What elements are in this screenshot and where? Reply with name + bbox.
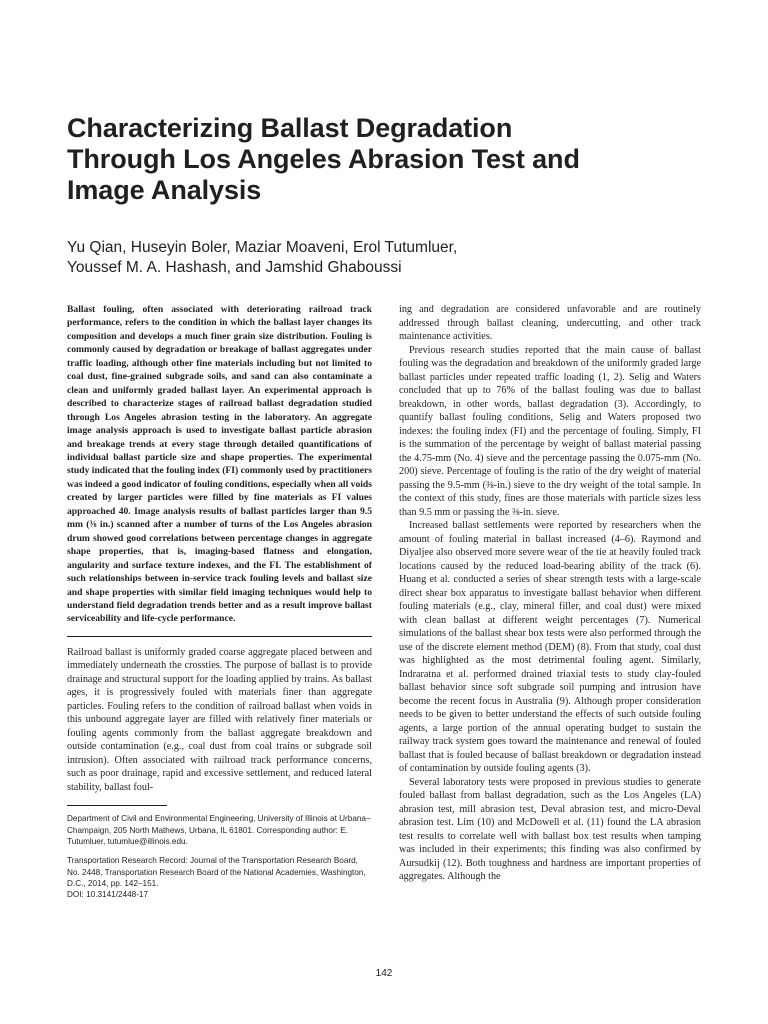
- body-paragraph: Several laboratory tests were proposed in previous studies to generate fouled ballast from ballast degradation, such as the Los Angeles (LA) abrasion test, mill abrasion test, Deval abrasion test, and micro-Deval abrasion test. Lim (10) and McDowell et al. (11) found the LA abrasion test results to correlate well with ballast box test results when tamping was included in their experiments; this finding was also confirmed by Aursudkij (12). Both toughness and hardness are important properties of aggregates. Although the: [399, 776, 701, 882]
- left-column: [67, 303, 372, 908]
- body-paragraph: Previous research studies reported that the main cause of ballast fouling was the degradation and breakdown of the uniformly graded large ballast particles under repeated traffic loading (1, 2). Selig and Waters concluded that up to 76% of the ballast fouling was due to ballast breakdown, in other words, ballast degradation (3). Accordingly, to quantify ballast fouling conditions, Selig and Waters proposed two indexes: the fouling index (FI) and the percentage of fouling. Simply, FI is the summation of the percentage by weight of ballast material passing the 4.75-mm (No. 4) sieve and the percentage passing the 0.075-mm (No. 200) sieve. Percentage of fouling is the ratio of the dry weight of material passing the 9.5-mm (⅜-in.) sieve to the dry weight of the total sample. In the context of this study, fines are those materials with particle sizes less than 9.5 mm or passing the ⅜-in. sieve.: [399, 344, 701, 518]
- author-affiliation-footnote: Department of Civil and Environmental Engineering, University of Illinois at Urbana–Champaign, 205 North Mathews, Urbana, IL 61801. Corresponding author: E. Tutumluer, tutumlue@illinois.edu.: [67, 814, 371, 846]
- page-number: 142: [375, 968, 393, 979]
- body-paragraph: ing and degradation are considered unfavorable and are routinely addressed through ballast cleaning, undercutting, and other track maintenance activities.: [399, 304, 701, 342]
- author-line: Youssef M. A. Hashash, and Jamshid Ghaboussi: [67, 259, 402, 276]
- author-line: Yu Qian, Huseyin Boler, Maziar Moaveni, Erol Tutumluer,: [67, 239, 458, 256]
- publication-info-footnote: [67, 855, 372, 900]
- doi: DOI: 10.3141/2448-17: [67, 890, 149, 900]
- paper-title: Characterizing Ballast Degradation Through Los Angeles Abrasion Test and Image Analysis: [67, 113, 580, 205]
- footnote-divider: [67, 805, 167, 806]
- abstract: Ballast fouling, often associated with deteriorating railroad track performance, refers to the condition in which the ballast layer changes its composition and develops a much finer grain size distribution. Fouling is commonly caused by degradation or breakage of ballast aggregates under traffic loading, although other fine materials including but not limited to coal dust, fine-grained subgrade soils, and sand can also contaminate a clean and uniformly graded ballast layer. An experimental approach is described to characterize stages of railroad ballast degradation studied through Los Angeles abrasion testing in the laboratory. An aggregate image analysis approach is used to investigate ballast particle abrasion and breakage trends at every stage through detailed quantifications of individual ballast particle size and shape properties. The experimental study indicated that the fouling index (FI) commonly used by practitioners was indeed a good indicator of fouling conditions, especially when all voids created by larger particles were filled by fine materials as FI values approached 40. Image analysis results of ballast particles larger than 9.5 mm (⅜ in.) scanned after a number of turns of the Los Angeles abrasion drum showed good correlations between percentage changes in aggregate shape properties, that is, imaging-based flatness and elongation, angularity and surface texture indexes, and the FI. The establishment of such relationships between in-service track fouling levels and ballast size and shape properties with similar field imaging techniques would help to understand field degradation trends better and as a result improve ballast serviceability and life-cycle performance.: [67, 304, 372, 625]
- author-list: [67, 238, 687, 278]
- publication-citation: Transportation Research Record: Journal of the Transportation Research Board, No. 2448, Transportation Research Board of the National Academies, Washington, D.C., 2014, pp. 142–151.: [67, 856, 366, 888]
- right-column: [399, 303, 701, 884]
- body-paragraph: Increased ballast settlements were reported by researchers when the amount of fouling material in ballast increased (4–6). Raymond and Diyaljee also observed more severe wear of the tie at heavily fouled track locations caused by the reduced load-bearing ability of the track (6). Huang et al. conducted a series of shear strength tests with a large-scale direct shear box apparatus to investigate ballast behavior when different fouling materials (e.g., clay, mineral filler, and coal dust) were mixed with clean ballast at different weight percentages (7). Numerical simulations of the ballast shear box tests were also performed through the use of the discrete element method (DEM) (8). From that study, coal dust was highlighted as the most detrimental fouling agent. Similarly, Indraratna et al. performed drained triaxial tests to study clay-fouled ballast behavior since soft subgrade soil pumping and intrusion have become the recent focus in Australia (9). Although proper consideration needs to be given to better understand the effects of such outside fouling agents, a large portion of the annual operating budget to sustain the railway track system goes toward the maintenance and renewal of fouled ballast that is fouled because of ballast breakdown or degradation instead of contamination by outside fouling agents (3).: [399, 520, 701, 774]
- body-paragraph: Railroad ballast is uniformly graded coarse aggregate placed between and immediately underneath the crossties. The purpose of ballast is to provide drainage and structural support for the loading applied by trains. As ballast ages, it is progressively fouled with materials finer than aggregate particles. Fouling refers to the condition of railroad ballast when voids in this unbound aggregate layer are filled with relatively finer materials or fouling agents commonly from the ballast aggregate breakdown and outside contamination (e.g., coal dust from coal trains or subgrade soil intrusion). Often associated with railroad track performance concerns, such as poor drainage, rapid and excessive settlement, and reduced lateral stability, ballast foul-: [67, 646, 372, 793]
- abstract-divider: [67, 636, 372, 637]
